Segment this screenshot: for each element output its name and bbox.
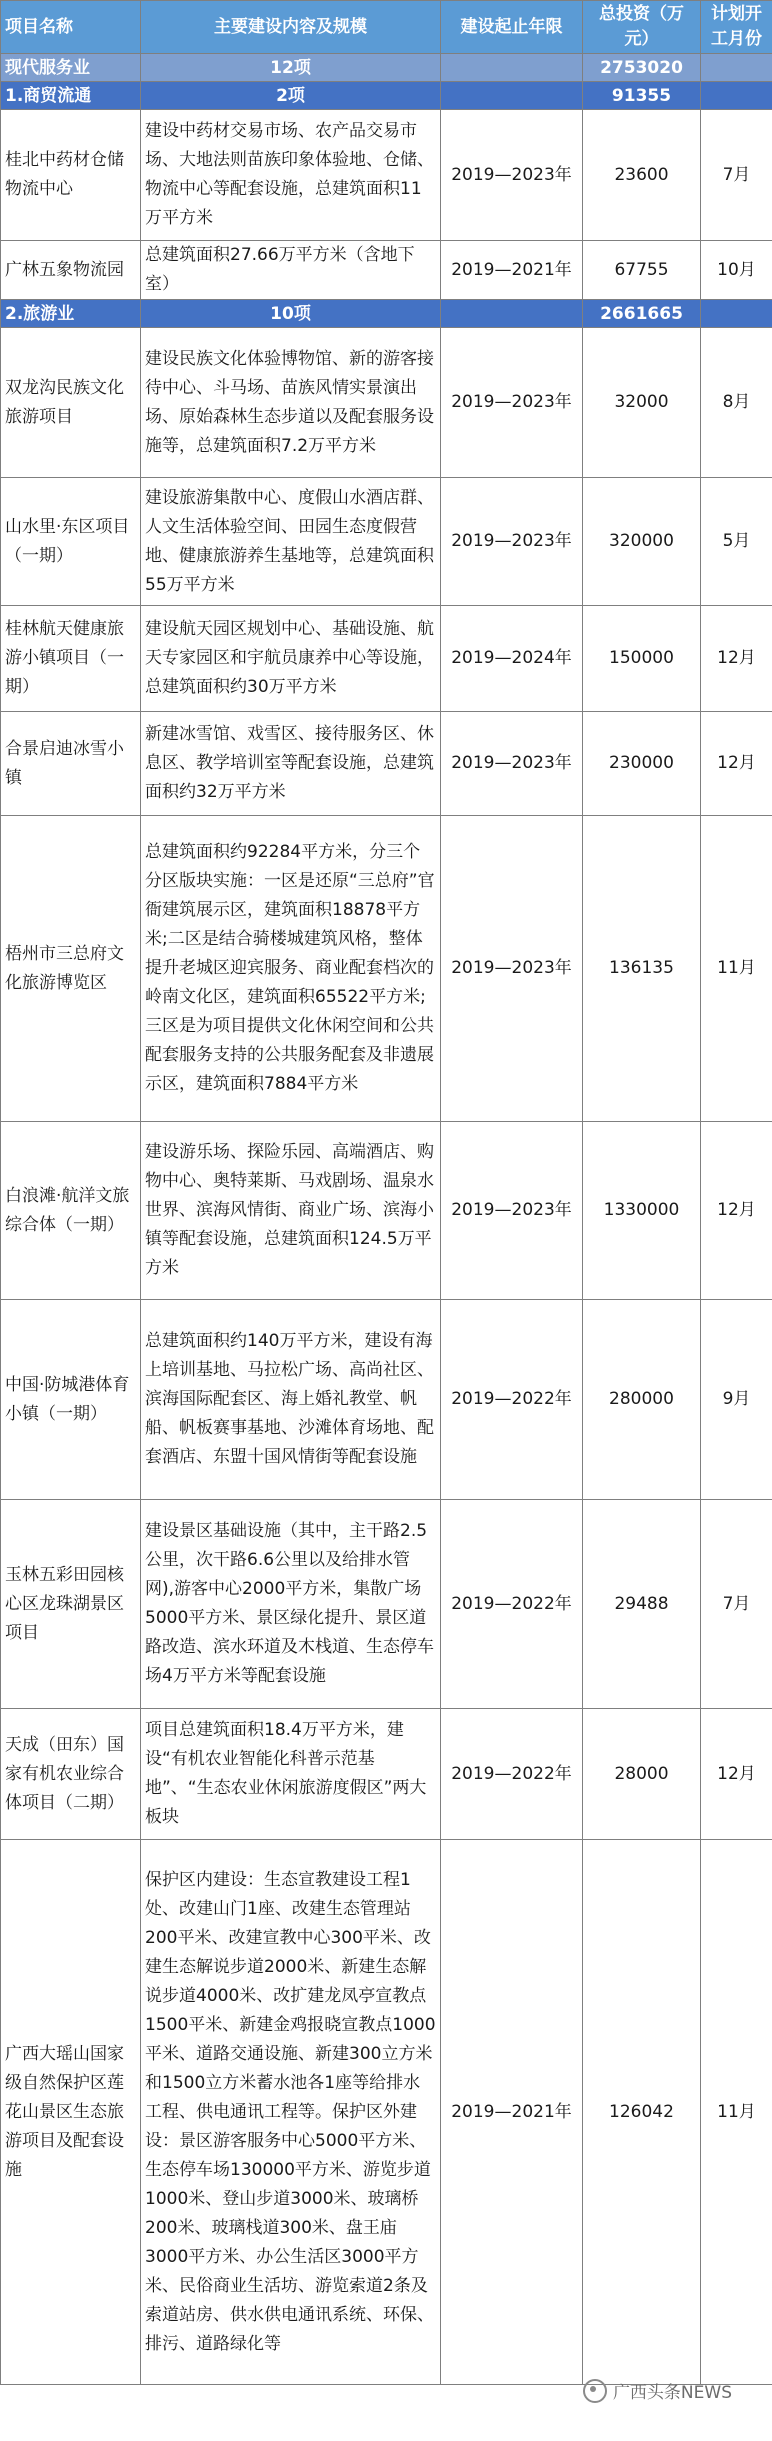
project-name: 白浪滩·航洋文旅综合体（一期） xyxy=(1,1122,141,1300)
watermark-text: 广西头条NEWS xyxy=(612,2383,732,2403)
project-period: 2019—2021年 xyxy=(441,1840,583,2385)
group-count: 10项 xyxy=(141,300,441,328)
project-period: 2019—2023年 xyxy=(441,478,583,606)
project-month: 10月 xyxy=(701,241,772,300)
project-investment: 136135 xyxy=(583,816,701,1122)
group-row-tourism xyxy=(1,300,772,328)
project-period: 2019—2022年 xyxy=(441,1709,583,1840)
project-content: 保护区内建设：生态宣教建设工程1处、改建山门1座、改建生态管理站200平米、改建宣教中心300平米、改建生态解说步道2000米、新建生态解说步道4000米、改扩建龙凤亭宣教点1500平米、新建金鸡报晓宣教点1000平米、道路交通设施、新建300立方米和1500立方米蓄水池各1座等给排水工程、供电通讯工程等。保护区外建设：景区游客服务中心5000平方米、生态停车场130000平方米、游览步道1000米、登山步道3000米、玻璃桥200米、玻璃栈道300米、盘王庙3000平方米、办公生活区3000平方米、民俗商业生活坊、游览索道2条及索道站房、供水供电通讯系统、环保、排污、道路绿化等 xyxy=(141,1840,441,2385)
project-investment: 230000 xyxy=(583,712,701,816)
project-investment: 67755 xyxy=(583,241,701,300)
project-month: 12月 xyxy=(701,1709,772,1840)
summary-label: 现代服务业 xyxy=(1,54,141,82)
project-month: 12月 xyxy=(701,1122,772,1300)
group-label: 2.旅游业 xyxy=(1,300,141,328)
group-total: 2661665 xyxy=(583,300,701,328)
group-empty-2 xyxy=(701,300,772,328)
summary-row xyxy=(1,54,772,82)
project-month: 7月 xyxy=(701,1500,772,1709)
header-investment: 总投资（万元） xyxy=(583,1,701,54)
group-label: 1.商贸流通 xyxy=(1,82,141,110)
project-name: 中国·防城港体育小镇（一期） xyxy=(1,1300,141,1500)
project-investment: 280000 xyxy=(583,1300,701,1500)
project-month: 5月 xyxy=(701,478,772,606)
table-row xyxy=(1,1709,772,1840)
summary-empty xyxy=(441,54,583,82)
project-month: 12月 xyxy=(701,712,772,816)
project-investment: 28000 xyxy=(583,1709,701,1840)
project-name: 广西大瑶山国家级自然保护区莲花山景区生态旅游项目及配套设施 xyxy=(1,1840,141,2385)
project-period: 2019—2023年 xyxy=(441,712,583,816)
summary-count: 12项 xyxy=(141,54,441,82)
header-content: 主要建设内容及规模 xyxy=(141,1,441,54)
table-row xyxy=(1,1840,772,2385)
group-empty-2 xyxy=(701,82,772,110)
project-name: 桂林航天健康旅游小镇项目（一期） xyxy=(1,606,141,712)
project-period: 2019—2024年 xyxy=(441,606,583,712)
project-investment: 23600 xyxy=(583,110,701,241)
project-content: 总建筑面积约92284平方米，分三个分区版块实施：一区是还原“三总府”官衙建筑展示区，建筑面积18878平方米;二区是结合骑楼城建筑风格，整体提升老城区迎宾服务、商业配套档次的岭南文化区，建筑面积65522平方米;三区是为项目提供文化休闲空间和公共配套服务支持的公共服务配套及非遗展示区，建筑面积7884平方米 xyxy=(141,816,441,1122)
project-name: 双龙沟民族文化旅游项目 xyxy=(1,328,141,478)
watermark xyxy=(583,2378,732,2403)
project-name: 山水里·东区项目（一期） xyxy=(1,478,141,606)
project-content: 总建筑面积约140万平方米，建设有海上培训基地、马拉松广场、高尚社区、滨海国际配套区、海上婚礼教堂、帆船、帆板赛事基地、沙滩体育场地、配套酒店、东盟十国风情街等配套设施 xyxy=(141,1300,441,1500)
project-month: 11月 xyxy=(701,1840,772,2385)
header-name: 项目名称 xyxy=(1,1,141,54)
wechat-icon xyxy=(583,2379,607,2403)
project-content: 项目总建筑面积18.4万平方米，建设“有机农业智能化科普示范基地”、“生态农业休闲旅游度假区”两大板块 xyxy=(141,1709,441,1840)
project-month: 12月 xyxy=(701,606,772,712)
header-row xyxy=(1,1,772,54)
project-name: 梧州市三总府文化旅游博览区 xyxy=(1,816,141,1122)
group-count: 2项 xyxy=(141,82,441,110)
project-month: 9月 xyxy=(701,1300,772,1500)
project-content: 总建筑面积27.66万平方米（含地下室） xyxy=(141,241,441,300)
project-content: 建设航天园区规划中心、基础设施、航天专家园区和宇航员康养中心等设施，总建筑面积约30万平方米 xyxy=(141,606,441,712)
project-content: 建设旅游集散中心、度假山水酒店群、人文生活体验空间、田园生态度假营地、健康旅游养生基地等，总建筑面积55万平方米 xyxy=(141,478,441,606)
project-period: 2019—2022年 xyxy=(441,1500,583,1709)
table-row xyxy=(1,712,772,816)
header-period: 建设起止年限 xyxy=(441,1,583,54)
table-row xyxy=(1,328,772,478)
project-content: 新建冰雪馆、戏雪区、接待服务区、休息区、教学培训室等配套设施，总建筑面积约32万平方米 xyxy=(141,712,441,816)
table-row xyxy=(1,1300,772,1500)
summary-empty-2 xyxy=(701,54,772,82)
project-investment: 320000 xyxy=(583,478,701,606)
group-empty xyxy=(441,300,583,328)
project-investment: 32000 xyxy=(583,328,701,478)
project-content: 建设景区基础设施（其中，主干路2.5公里，次干路6.6公里以及给排水管网),游客中心2000平方米，集散广场5000平方米、景区绿化提升、景区道路改造、滨水环道及木栈道、生态停车场4万平方米等配套设施 xyxy=(141,1500,441,1709)
project-period: 2019—2022年 xyxy=(441,1300,583,1500)
group-total: 91355 xyxy=(583,82,701,110)
project-name: 天成（田东）国家有机农业综合体项目（二期） xyxy=(1,1709,141,1840)
project-period: 2019—2023年 xyxy=(441,328,583,478)
project-investment: 126042 xyxy=(583,1840,701,2385)
table-row xyxy=(1,1500,772,1709)
table-row xyxy=(1,110,772,241)
project-name: 桂北中药材仓储物流中心 xyxy=(1,110,141,241)
project-content: 建设民族文化体验博物馆、新的游客接待中心、斗马场、苗族风情实景演出场、原始森林生态步道以及配套服务设施等，总建筑面积7.2万平方米 xyxy=(141,328,441,478)
table-row xyxy=(1,1122,772,1300)
project-name: 广林五象物流园 xyxy=(1,241,141,300)
project-period: 2019—2023年 xyxy=(441,816,583,1122)
project-investment: 1330000 xyxy=(583,1122,701,1300)
table-row xyxy=(1,816,772,1122)
table-row xyxy=(1,478,772,606)
project-name: 合景启迪冰雪小镇 xyxy=(1,712,141,816)
project-content: 建设中药材交易市场、农产品交易市场、大地法则苗族印象体验地、仓储、物流中心等配套设施，总建筑面积11万平方米 xyxy=(141,110,441,241)
table-row xyxy=(1,606,772,712)
project-month: 7月 xyxy=(701,110,772,241)
group-empty xyxy=(441,82,583,110)
project-name: 玉林五彩田园核心区龙珠湖景区项目 xyxy=(1,1500,141,1709)
group-row-commerce xyxy=(1,82,772,110)
project-investment: 29488 xyxy=(583,1500,701,1709)
project-investment: 150000 xyxy=(583,606,701,712)
summary-total: 2753020 xyxy=(583,54,701,82)
project-period: 2019—2021年 xyxy=(441,241,583,300)
project-period: 2019—2023年 xyxy=(441,1122,583,1300)
table-row xyxy=(1,241,772,300)
header-start-month: 计划开工月份 xyxy=(701,1,772,54)
project-month: 8月 xyxy=(701,328,772,478)
project-period: 2019—2023年 xyxy=(441,110,583,241)
project-month: 11月 xyxy=(701,816,772,1122)
project-content: 建设游乐场、探险乐园、高端酒店、购物中心、奥特莱斯、马戏剧场、温泉水世界、滨海风情街、商业广场、滨海小镇等配套设施，总建筑面积124.5万平方米 xyxy=(141,1122,441,1300)
